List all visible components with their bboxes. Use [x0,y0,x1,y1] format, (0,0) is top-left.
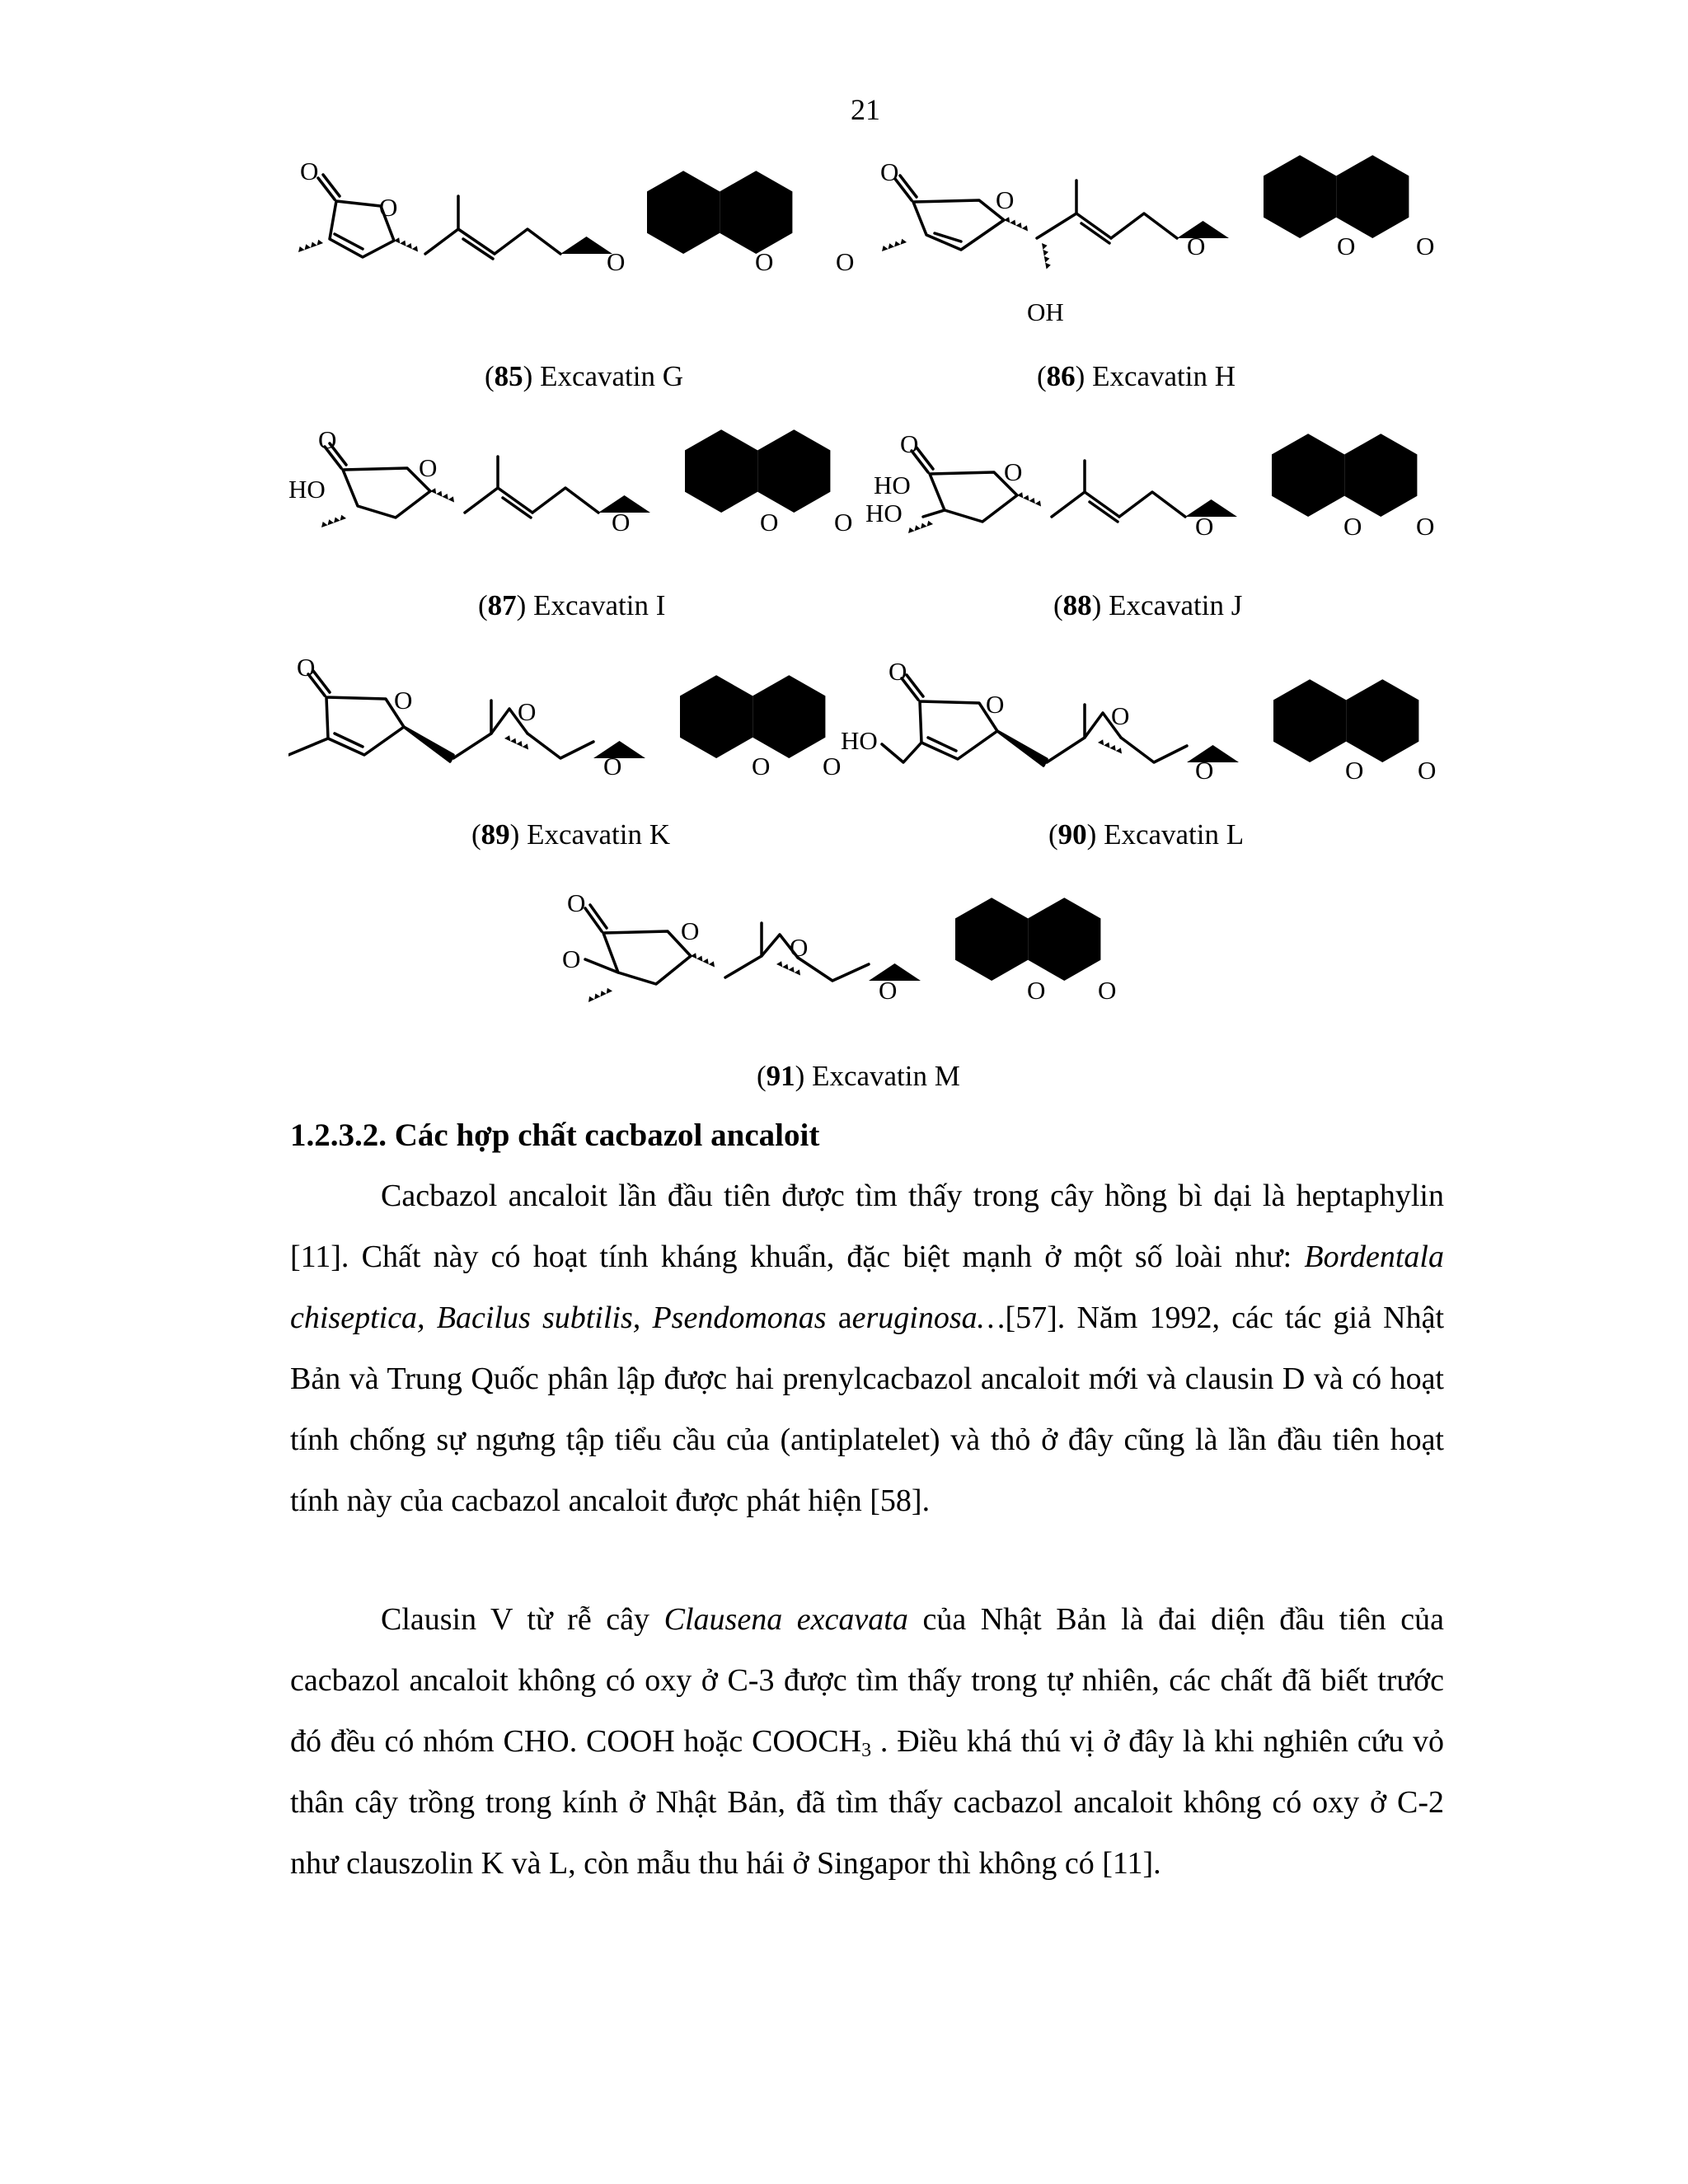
svg-text:O: O [681,916,700,945]
caption-90: (90) Excavatin L [1048,818,1245,851]
svg-text:O: O [755,247,774,276]
svg-text:OH: OH [1027,298,1064,326]
svg-text:HO: HO [841,726,878,755]
svg-text:O: O [1195,512,1214,541]
svg-text:O: O [300,157,319,185]
svg-text:HO: HO [288,475,326,504]
svg-text:O: O [760,508,779,537]
structure-90 [841,655,1451,795]
caption-89: (89) Excavatin K [471,818,671,851]
svg-text:O: O [823,752,842,780]
svg-text:O: O [889,657,907,686]
structure-89 [288,651,865,791]
svg-text:O: O [419,453,438,482]
svg-text:O: O [379,193,398,222]
svg-text:O: O [603,752,622,780]
structure-85 [288,148,865,297]
section-heading: 1.2.3.2. Các hợp chất cacbazol ancaloit [290,1118,820,1153]
svg-text:O: O [790,933,809,962]
svg-text:O: O [996,185,1015,214]
svg-text:O: O [880,157,899,186]
paragraph-2: Clausin V từ rễ cây Clausena excavata của Nhật Bản là đai diện đầu tiên của cacbazol ancaloit không có oxy ở C-3 được tìm thấy trong tự nhiên, các chất đã biết trước đó đều có nhóm CHO. COOH hoặc $COOCH_3$ . Điều khá thú vị ở đây là khi nghiên cứu vỏ thân cây trồng trong kính ở Nhật Bản, đã tìm thấy cacbazol ancaloit không có oxy ở C-2 như clauszolin K và L, còn mẫu thu hái ở Singapor thì không có [11]. [290,1602,1444,1881]
svg-text:O: O [1195,756,1214,785]
svg-text:O: O [1416,232,1435,260]
svg-text:O: O [607,247,626,276]
svg-text:O: O [562,944,581,973]
svg-text:O: O [394,686,413,715]
caption-85: (85) Excavatin G [485,360,684,392]
svg-text:O: O [297,653,316,682]
svg-text:O: O [879,976,898,1005]
svg-text:O: O [612,508,631,537]
svg-text:O: O [752,752,771,780]
svg-text:HO: HO [874,471,911,499]
structure-91 [560,882,1187,1038]
svg-text:O: O [518,697,537,726]
caption-87: (87) Excavatin I [478,589,666,621]
svg-text:O: O [1418,756,1437,785]
svg-text:O: O [836,247,855,276]
svg-text:O: O [834,508,853,537]
caption-91: (91) Excavatin M [757,1060,960,1092]
svg-text:O: O [986,690,1005,719]
svg-text:O: O [900,429,919,458]
svg-text:O: O [1004,457,1023,486]
paragraph-1: Cacbazol ancaloit lần đầu tiên được tìm thấy trong cây hồng bì dại là heptaphylin [11]. Chất này có hoạt tính kháng khuẩn, đặc biệt mạnh ở một số loài như: Bordentala chiseptica, Bacilus subtilis, Psendomonas aeruginosa…[57]. Năm 1992, các tác giả Nhật Bản và Trung Quốc phân lập được hai prenylcacbazol ancaloit mới và clausin D và có hoạt tính chống sự ngưng tập tiểu cầu của (antiplatelet) và thỏ ở đây cũng là lần đầu tiên hoạt tính này của cacbazol ancaloit được phát hiện [58]. [290,1179,1445,1518]
svg-text:O: O [1187,232,1206,260]
svg-text:O: O [1098,976,1117,1005]
structure-86 [872,152,1449,334]
svg-text:O: O [1337,232,1356,260]
svg-text:HO: HO [865,499,903,527]
page-number: 21 [851,93,880,126]
svg-text:O: O [1111,701,1130,730]
svg-text:O: O [567,888,586,917]
svg-text:O: O [1416,512,1435,541]
svg-text:O: O [1027,976,1046,1005]
svg-text:O: O [1343,512,1362,541]
structure-88 [865,424,1442,565]
svg-text:O: O [318,425,337,454]
svg-text:O: O [1345,756,1364,785]
structure-87 [288,420,865,560]
caption-86: (86) Excavatin H [1037,360,1236,392]
caption-88: (88) Excavatin J [1053,589,1243,621]
